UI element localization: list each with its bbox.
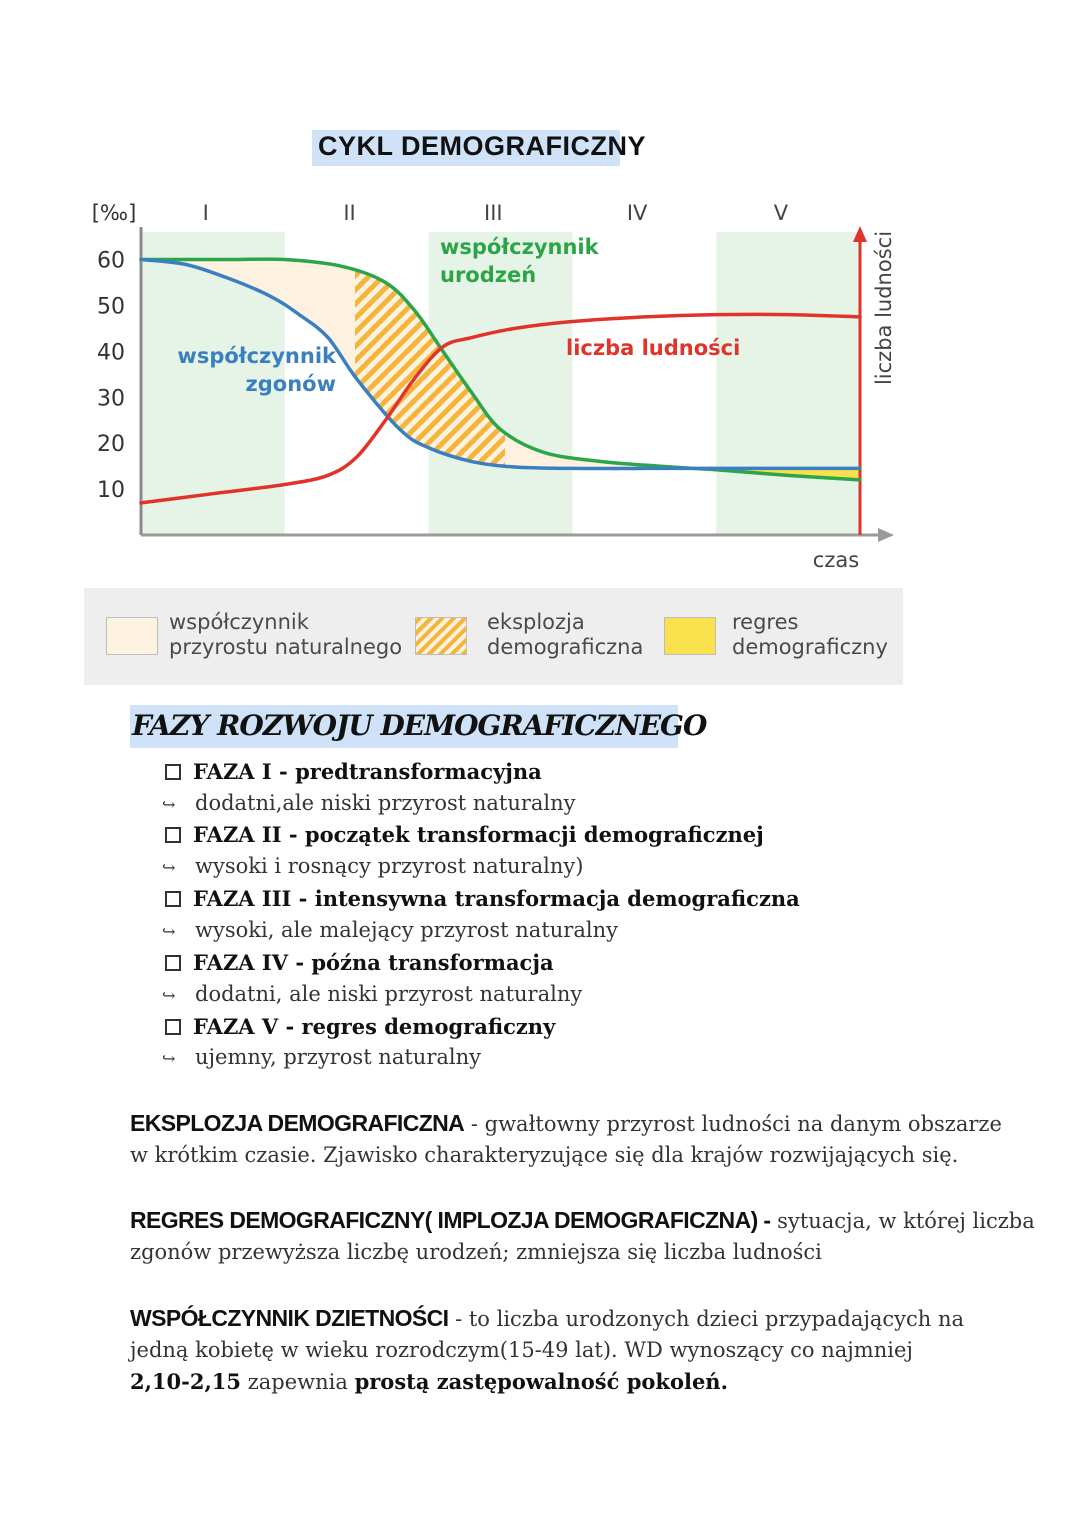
legend-swatch-natural-increase [106,617,158,655]
phase-description: ↪ dodatni, ale niski przyrost naturalny [162,980,582,1010]
phase-label: II [343,201,356,225]
phase-item: FAZA V - regres demograficzny [165,1013,555,1041]
hook-arrow-icon: ↪ [162,922,176,941]
y-tick-label: 50 [97,294,125,320]
y-tick-label: 40 [97,340,125,366]
phase-description: ↪ dodatni,ale niski przyrost naturalny [162,789,576,819]
phase-description: ↪ wysoki, ale malejący przyrost naturalny [162,916,618,946]
x-axis-label: czas [812,548,860,572]
phases-heading: FAZY ROZWOJU DEMOGRAFICZNEGO [132,709,707,742]
phase-item: FAZA I - predtransformacyjna [165,758,542,786]
legend-swatch-explosion [415,617,467,655]
phase-description: ↪ wysoki i rosnący przyrost naturalny) [162,852,583,882]
checkbox-icon [165,955,181,971]
legend-label-regress: regres demograficzny [732,610,888,659]
phase-item: FAZA IV - późna transformacja [165,949,554,977]
demographic-cycle-chart [84,190,904,580]
population-axis-label: liczba ludności [872,230,896,386]
legend-label-natural-increase: współczynnik przyrostu naturalnego [169,610,403,659]
y-tick-label: 60 [97,248,125,274]
hook-arrow-icon: ↪ [162,795,176,814]
definition-fertility: WSPÓŁCZYNNIK DZIETNOŚCI - to liczba urodzonych dzieci przypadających na jedną kobietę w wieku rozrodczym(15-49 lat). WD wynoszący co najmniej 2,10-2,15 zapewnia prostą zastępowalność pokoleń. [130,1305,965,1394]
checkbox-icon [165,827,181,843]
phase-description: ↪ ujemny, przyrost naturalny [162,1043,481,1073]
legend-swatch-regress [664,617,716,655]
hook-arrow-icon: ↪ [162,986,176,1005]
phase-band [716,232,860,535]
checkbox-icon [165,1019,181,1035]
phase-item: FAZA II - początek transformacji demograficznej [165,821,764,849]
population-label: liczba ludności [566,336,741,360]
term-regress: REGRES DEMOGRAFICZNY( IMPLOZJA DEMOGRAFICZNA) - [130,1207,771,1233]
hook-arrow-icon: ↪ [162,1049,176,1068]
page-title: CYKL DEMOGRAFICZNY [318,131,647,161]
phase-label: III [484,201,503,225]
phase-label: I [202,201,209,225]
checkbox-icon [165,764,181,780]
checkbox-icon [165,891,181,907]
death-rate-label: współczynnik zgonów [177,344,336,396]
phase-label: IV [626,201,648,225]
definition-explosion: EKSPLOZJA DEMOGRAFICZNA - gwałtowny przyrost ludności na danym obszarze w krótkim czasie. Zjawisko charakteryzujące się dla krajów rozwijających się. [130,1110,1002,1167]
definition-regress: REGRES DEMOGRAFICZNY( IMPLOZJA DEMOGRAFICZNA) - sytuacja, w której liczba zgonów przewyższa liczbę urodzeń; zmniejsza się liczba ludności [130,1207,1035,1264]
term-fertility: WSPÓŁCZYNNIK DZIETNOŚCI [130,1305,449,1331]
chart-legend [84,588,903,685]
legend-label-explosion: eksplozja demograficzna [487,610,644,659]
hook-arrow-icon: ↪ [162,858,176,877]
y-tick-label: 10 [97,478,125,504]
birth-rate-label: współczynnik urodzeń [440,235,599,287]
y-axis-unit-label: [‰] [91,201,137,225]
y-tick-label: 30 [97,386,125,412]
phase-item: FAZA III - intensywna transformacja demograficzna [165,885,800,913]
term-explosion: EKSPLOZJA DEMOGRAFICZNA [130,1110,465,1136]
phase-label: V [773,201,789,225]
y-tick-label: 20 [97,432,125,458]
x-axis-arrow-icon [878,528,894,542]
